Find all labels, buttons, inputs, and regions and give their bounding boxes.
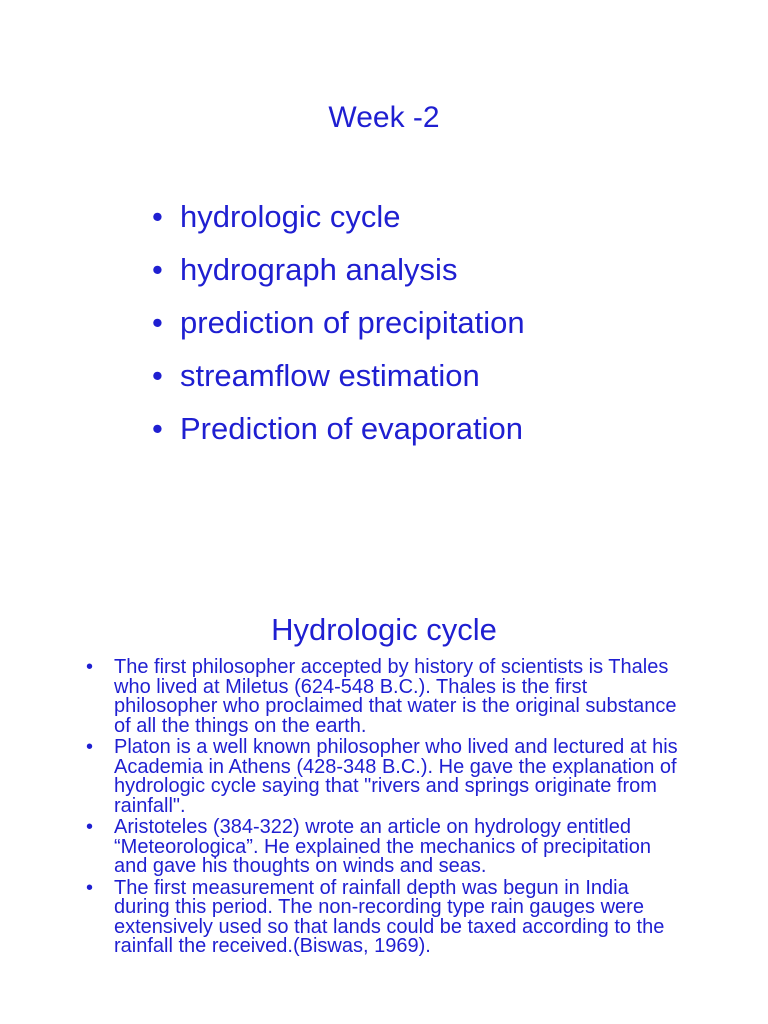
agenda-item-text: Prediction of evaporation: [180, 411, 523, 446]
agenda-list: [152, 190, 525, 455]
bullet-icon: •: [152, 252, 163, 287]
bullet-icon: •: [86, 876, 94, 899]
bullet-icon: •: [152, 358, 163, 393]
slide-title: Hydrologic cycle: [271, 612, 497, 647]
agenda-item: [152, 349, 525, 402]
agenda-item: [152, 296, 525, 349]
agenda-item: [152, 402, 525, 455]
agenda-item-text: hydrologic cycle: [180, 199, 401, 234]
content-item: [86, 876, 686, 957]
agenda-item: [152, 190, 525, 243]
bullet-icon: •: [152, 199, 163, 234]
agenda-item-text: streamflow estimation: [180, 358, 480, 393]
agenda-item-text: prediction of precipitation: [180, 305, 525, 340]
bullet-icon: •: [86, 816, 94, 838]
content-list: [86, 658, 686, 959]
content-item-text: The first philosopher accepted by history of scientists is Thales who lived at Miletus (624-548 B.C.). Thales is the first philosopher who proclaimed that water is the original substance of all the things on the earth.: [114, 656, 677, 737]
content-item: [86, 738, 686, 816]
content-item: [86, 818, 686, 877]
content-item-text: Aristoteles (384-322) wrote an article on hydrology entitled “Meteorologica”. He explained the mechanics of precipitation and gave his thoughts on winds and seas.: [114, 816, 651, 877]
slide-hydrologic-cycle: [0, 560, 768, 1024]
agenda-item-text: hydrograph analysis: [180, 252, 458, 287]
bullet-icon: •: [152, 411, 163, 446]
content-item: [86, 658, 686, 736]
bullet-icon: •: [86, 736, 94, 758]
content-item-text: Platon is a well known philosopher who lived and lectured at his Academia in Athens (428-348 B.C.). He gave the explanation of hydrologic cycle saying that "rivers and springs originate from rainfall".: [114, 736, 678, 817]
slide-title: Week -2: [328, 101, 440, 134]
content-item-text: The first measurement of rainfall depth was begun in India during this period. The non-recording type rain gauges were extensively used so that lands could be taxed according to the rainfall the received.(Biswas, 1969).: [114, 876, 665, 957]
bullet-icon: •: [86, 656, 94, 678]
bullet-icon: •: [152, 305, 163, 340]
agenda-item: [152, 243, 525, 296]
